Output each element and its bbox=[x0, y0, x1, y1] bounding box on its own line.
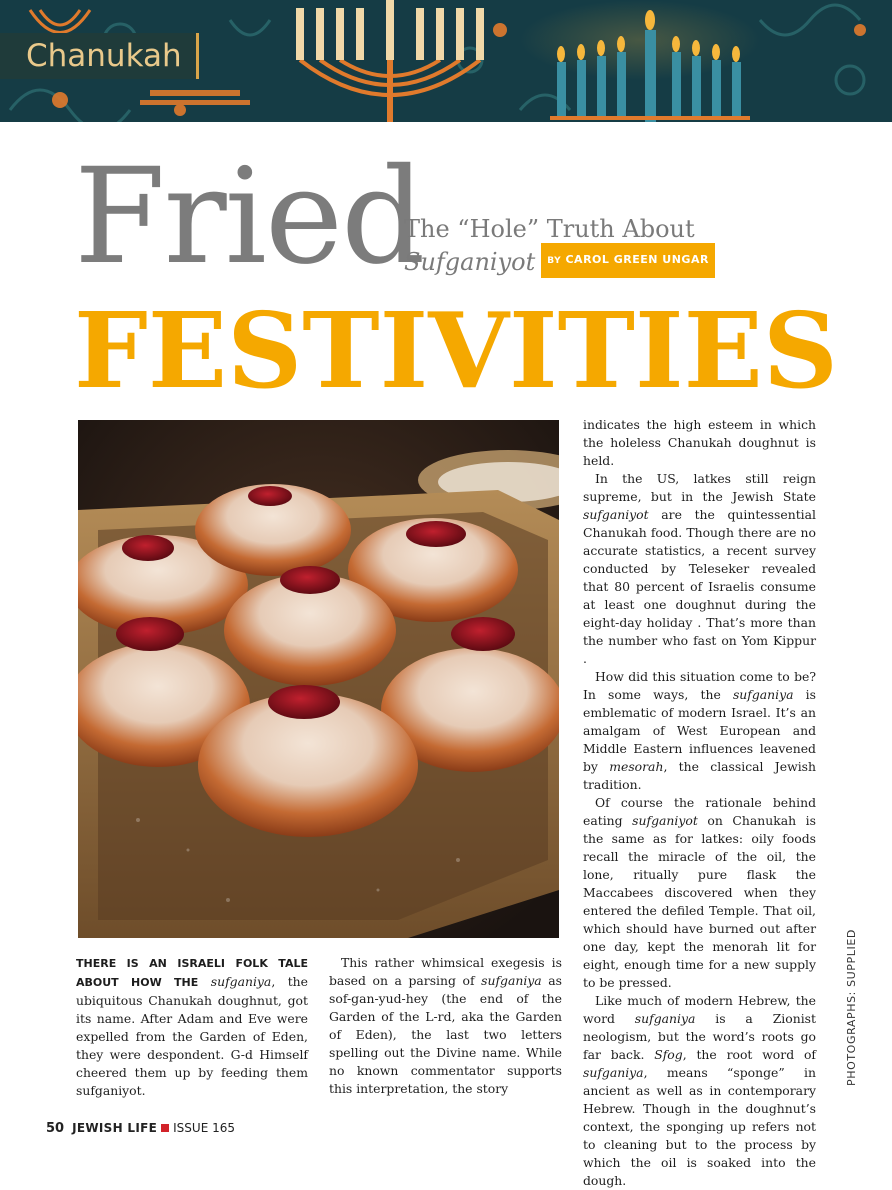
paragraph-text: is emblematic of modern Israel. It’s an amalgam of West European and Middle Eastern influences leavened by bbox=[583, 687, 816, 774]
paragraph-text: , the root word of bbox=[682, 1047, 816, 1062]
headline-festivities: FESTIVITIES bbox=[74, 289, 839, 412]
paragraph-text: is a Zionist neologism, but the word’s roots go far back. bbox=[583, 1011, 817, 1062]
paragraph-text: are the quintessential Chanukah food. Though there are no accurate statistics, a recent survey conducted by Teleseker revealed that 80 percent of Israelis consume at least one doughnut during the eight-day holiday . That’s more than the number who fast on Yom Kippur . bbox=[583, 507, 816, 666]
sufganiyot-photo bbox=[78, 420, 559, 938]
paragraph-text: , the classical Jewish tradition. bbox=[583, 759, 817, 792]
paragraph bbox=[583, 992, 816, 1190]
deck-line-1: The “Hole” Truth About bbox=[404, 215, 695, 243]
paragraph bbox=[583, 794, 816, 992]
term-sufganiyot: sufganiyot bbox=[583, 507, 649, 522]
term-sufganiya: sufganiya bbox=[634, 1011, 696, 1026]
paragraph-text: How did this situation come to be? In some ways, the bbox=[583, 669, 816, 702]
paragraph-text: , the ubiquitous Chanukah doughnut, got its name. After Adam and Eve were expelled from the Garden of Eden, they were despondent. G-d Himself cheered them up by feeding them sufganiyot. bbox=[76, 974, 308, 1098]
byline-author: CAROL GREEN UNGAR bbox=[565, 253, 709, 266]
byline-prefix: BY bbox=[547, 256, 562, 266]
header-banner bbox=[0, 0, 892, 122]
deck bbox=[404, 214, 715, 281]
paragraph-text: This rather whimsical exegesis is based on a parsing of bbox=[329, 955, 562, 988]
term-sufganiya: sufganiya bbox=[583, 1065, 644, 1080]
headline-fried: Fried bbox=[74, 140, 424, 294]
page-footer bbox=[46, 1121, 235, 1136]
paragraph: indicates the high esteem in which the holeless Chanukah doughnut is held. bbox=[583, 417, 816, 468]
term-sufganiya: sufganiya bbox=[481, 973, 542, 988]
term-mesorah: mesorah bbox=[609, 759, 664, 774]
term-sufganiyot: sufganiyot bbox=[632, 813, 698, 828]
article-column-1 bbox=[76, 954, 308, 1100]
paragraph-text: Like much of modern Hebrew, the word bbox=[583, 993, 816, 1026]
page-number: 50 bbox=[46, 1121, 65, 1136]
term-sufganiya: sufganiya bbox=[210, 974, 272, 989]
paragraph bbox=[329, 954, 562, 1098]
paragraph-text: Of course the rationale behind eating bbox=[583, 795, 816, 828]
photo-credit: PHOTOGRAPHS: SUPPLIED bbox=[845, 929, 858, 1086]
byline bbox=[541, 243, 715, 278]
deck-line-2 bbox=[404, 246, 715, 281]
term-sufganiya: sufganiya bbox=[732, 687, 794, 702]
lead-paragraph bbox=[76, 954, 308, 1100]
paragraph-text: on Chanukah is the same as for latkes: oily foods recall the miracle of the oil, the lone, ritually pure flask the Maccabees discovered when they entered the defiled Temple. That oil, which should have burned out after one day, kept the menorah lit for eight, enough time for a new supply to be pressed. bbox=[583, 813, 817, 990]
deck-subject: Sufganiyot bbox=[404, 248, 536, 276]
issue-number: ISSUE 165 bbox=[173, 1121, 235, 1135]
red-square-icon bbox=[161, 1124, 169, 1132]
article-column-2 bbox=[329, 954, 562, 1098]
paragraph bbox=[583, 668, 816, 794]
paragraph-text: , means “sponge” in ancient as well as in contemporary Hebrew. Though in the doughnut’s context, the sponging up refers not to cleaning but to the process by which the oil is soaked into the dough. bbox=[583, 1065, 816, 1188]
article-column-3 bbox=[583, 416, 816, 1190]
term-sfog: Sfog bbox=[654, 1047, 683, 1062]
doughnut-tray-image bbox=[78, 420, 559, 938]
paragraph-text: In the US, latkes still reign supreme, but in the Jewish State bbox=[583, 471, 816, 504]
paragraph-text: as sof-gan-yud-hey (the end of the Garden of the L-rd, aka the Garden of Eden), the last two letters spelling out the Divine name. While no known commentator supports this interpretation, the story bbox=[329, 973, 562, 1096]
paragraph bbox=[583, 470, 816, 668]
section-label: Chanukah bbox=[0, 33, 199, 79]
magazine-name: JEWISH LIFE bbox=[72, 1121, 158, 1135]
lead-in: THERE IS AN ISRAELI FOLK TALE ABOUT HOW THE bbox=[76, 957, 308, 989]
